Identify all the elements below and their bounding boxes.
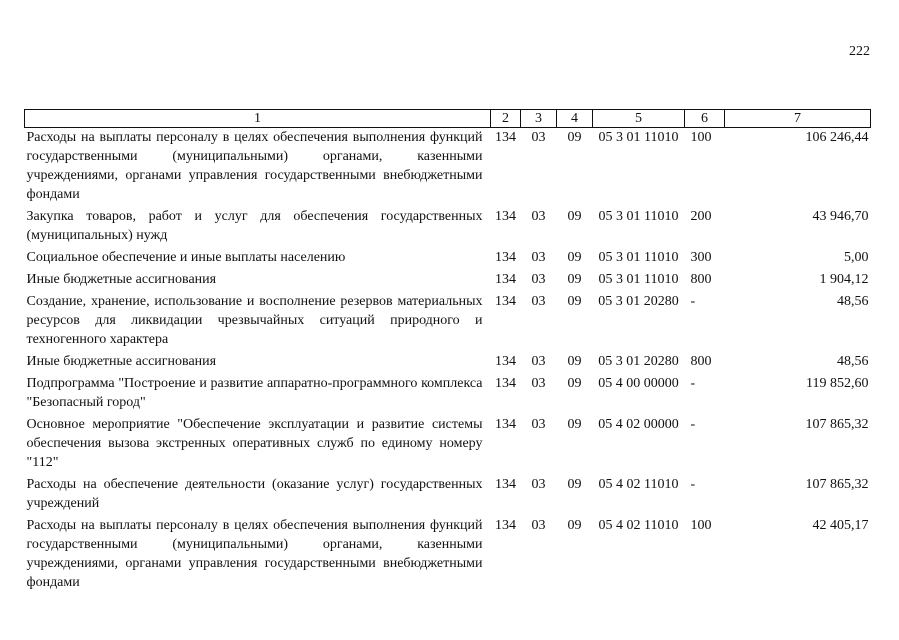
row-subsection: 09 [567,294,582,309]
row-grbs: 134 [495,477,516,492]
table-row [25,270,871,292]
row-expense-type: - [690,376,696,391]
row-section: 03 [531,294,546,309]
table-row [25,374,871,415]
row-target-article: 05 3 01 11010 [598,250,679,265]
row-target-article: 05 3 01 11010 [598,272,679,287]
column-header-expense-type: 6 [685,110,725,128]
column-header-section: 3 [521,110,557,128]
row-subsection: 09 [567,477,582,492]
row-amount: 107 865,32 [805,417,869,432]
table-row [25,415,871,475]
row-expense-type: 800 [690,272,712,287]
row-grbs: 134 [495,518,516,533]
row-name: Расходы на выплаты персоналу в целях обеспечения выполнения функций государственными (муниципальными) органами, казенными учреждениями, органами управления государственными внебюджетными фондами [26,130,483,202]
row-name: Закупка товаров, работ и услуг для обеспечения государственных (муниципальных) нужд [26,209,483,243]
row-amount: 48,56 [837,294,869,309]
row-grbs: 134 [495,130,516,145]
row-target-article: 05 4 02 11010 [598,477,679,492]
table-row [25,128,871,208]
row-grbs: 134 [495,250,516,265]
row-amount: 48,56 [837,354,869,369]
table-row [25,248,871,270]
table-row [25,516,871,595]
row-subsection: 09 [567,272,582,287]
row-name: Создание, хранение, использование и восполнение резервов материальных ресурсов для ликвидации чрезвычайных ситуаций природного и техногенного характера [26,294,483,347]
row-target-article: 05 4 00 00000 [598,376,679,391]
row-grbs: 134 [495,272,516,287]
row-amount: 1 904,12 [819,272,869,287]
table-body [25,128,871,596]
table-row [25,352,871,374]
row-expense-type: - [690,294,696,309]
row-subsection: 09 [567,518,582,533]
row-expense-type: 200 [690,209,712,224]
column-header-amount: 7 [725,110,871,128]
row-expense-type: - [690,477,696,492]
row-subsection: 09 [567,209,582,224]
row-amount: 106 246,44 [805,130,869,145]
row-grbs: 134 [495,354,516,369]
row-subsection: 09 [567,130,582,145]
row-section: 03 [531,130,546,145]
row-amount: 5,00 [844,250,869,265]
row-expense-type: 100 [690,518,712,533]
row-section: 03 [531,417,546,432]
row-section: 03 [531,518,546,533]
row-amount: 42 405,17 [812,518,869,533]
row-target-article: 05 3 01 20280 [598,354,679,369]
row-section: 03 [531,209,546,224]
row-name: Основное мероприятие "Обеспечение эксплуатации и развитие системы обеспечения вызова экстренных оперативных служб по единому номеру "112" [26,417,483,470]
row-subsection: 09 [567,376,582,391]
table-row [25,207,871,248]
row-expense-type: - [690,417,696,432]
row-amount: 107 865,32 [805,477,869,492]
row-target-article: 05 3 01 11010 [598,209,679,224]
row-subsection: 09 [567,250,582,265]
row-grbs: 134 [495,209,516,224]
budget-table [24,109,871,595]
row-target-article: 05 3 01 11010 [598,130,679,145]
row-name: Подпрограмма "Построение и развитие аппаратно-программного комплекса "Безопасный город" [26,376,483,410]
row-section: 03 [531,250,546,265]
column-header-target-article: 5 [593,110,685,128]
row-name: Иные бюджетные ассигнования [26,272,217,287]
row-target-article: 05 4 02 11010 [598,518,679,533]
page-number: 222 [849,44,870,59]
row-target-article: 05 4 02 00000 [598,417,679,432]
row-target-article: 05 3 01 20280 [598,294,679,309]
column-header-subsection: 4 [557,110,593,128]
row-name: Расходы на обеспечение деятельности (оказание услуг) государственных учреждений [26,477,483,511]
column-header-grbs: 2 [491,110,521,128]
table-header-row [25,110,871,128]
row-grbs: 134 [495,294,516,309]
table-row [25,475,871,516]
row-subsection: 09 [567,417,582,432]
row-name: Расходы на выплаты персоналу в целях обеспечения выполнения функций государственными (муниципальными) органами, казенными учреждениями, органами управления государственными внебюджетными фондами [26,518,483,590]
row-expense-type: 100 [690,130,712,145]
row-amount: 119 852,60 [806,376,869,391]
row-grbs: 134 [495,376,516,391]
row-grbs: 134 [495,417,516,432]
table-row [25,292,871,352]
row-name: Иные бюджетные ассигнования [26,354,217,369]
row-amount: 43 946,70 [812,209,869,224]
row-section: 03 [531,272,546,287]
row-expense-type: 300 [690,250,712,265]
row-expense-type: 800 [690,354,712,369]
row-section: 03 [531,354,546,369]
row-section: 03 [531,376,546,391]
row-subsection: 09 [567,354,582,369]
column-header-name: 1 [25,110,491,128]
row-section: 03 [531,477,546,492]
row-name: Социальное обеспечение и иные выплаты населению [26,250,346,265]
